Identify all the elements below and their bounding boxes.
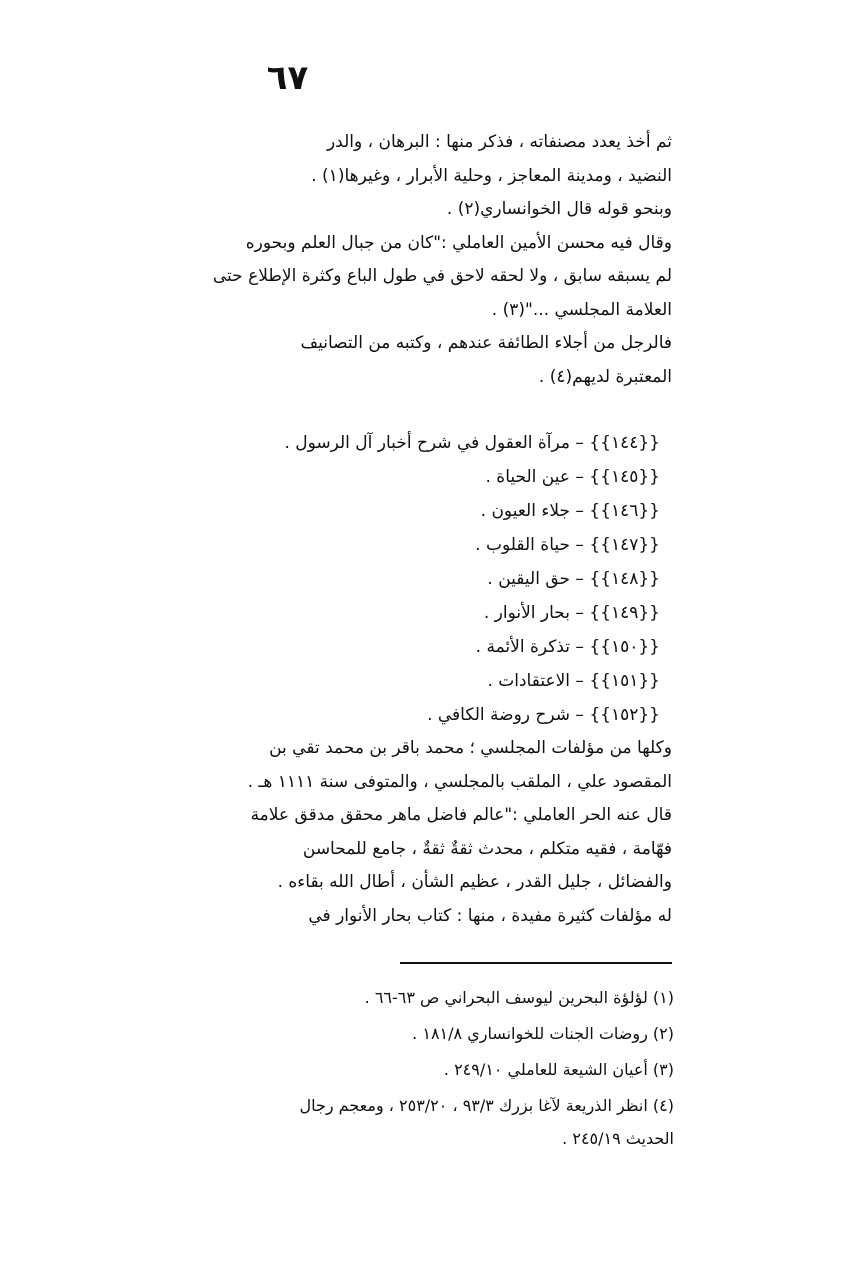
list-item: {{١٥١}} – الاعتقادات . xyxy=(487,671,660,691)
main-text xyxy=(92,126,672,933)
list-item: {{١٤٤}} – مرآة العقول في شرح أخبار آل الرسول . xyxy=(284,433,660,453)
text-line: فالرجل من أجلاء الطائفة عندهم ، وكتبه من التصانيف xyxy=(300,333,672,353)
footnote-continuation: الحديث ٢٤٥/١٩ . xyxy=(562,1129,674,1148)
list-item: {{١٤٧}} – حياة القلوب . xyxy=(475,535,660,555)
page-number: ٦٧ xyxy=(266,58,309,98)
book-list xyxy=(92,426,660,732)
text-line: ثم أخذ يعدد مصنفاته ، فذكر منها : البرهان ، والدر xyxy=(326,132,672,152)
spacer xyxy=(92,394,672,426)
text-line: فهّامة ، فقيه متكلم ، محدث ثقةٌ ثقةٌ ، جامع للمحاسن xyxy=(302,838,672,859)
list-item: {{١٤٩}} – بحار الأنوار . xyxy=(483,603,660,623)
list-item: {{١٥٠}} – تذكرة الأئمة . xyxy=(475,637,660,657)
text-line: وكلها من مؤلفات المجلسي ؛ محمد باقر بن محمد تقي بن xyxy=(269,738,672,758)
list-item: {{١٤٦}} – جلاء العيون . xyxy=(480,501,660,521)
footnote: (٤) انظر الذريعة لآغا بزرك ٩٣/٣ ، ٢٥٣/٢٠ ، ومعجم رجال xyxy=(299,1096,674,1115)
footnote-divider xyxy=(400,962,672,964)
text-line: المقصود علي ، الملقب بالمجلسي ، والمتوفى سنة ١١١١ هـ . xyxy=(247,771,672,792)
footnote: (٢) روضات الجنات للخوانساري ١٨١/٨ . xyxy=(412,1024,674,1043)
text-line: المعتبرة لديهم(٤) . xyxy=(538,366,672,387)
footnotes xyxy=(92,980,674,1154)
list-item: {{١٤٥}} – عين الحياة . xyxy=(485,467,660,487)
text-line: وبنحو قوله قال الخوانساري(٢) . xyxy=(446,199,672,219)
text-line: قال عنه الحر العاملي :"عالم فاضل ماهر محقق مدقق علامة xyxy=(250,805,672,825)
text-line: لم يسبقه سابق ، ولا لحقه لاحق في طول الباع وكثرة الإطلاع حتى xyxy=(212,266,672,286)
text-line: له مؤلفات كثيرة مفيدة ، منها : كتاب بحار الأنوار في xyxy=(308,905,672,926)
text-line: النضيد ، ومدينة المعاجز ، وحلية الأبرار ، وغيرها(١) . xyxy=(311,165,672,186)
text-line: العلامة المجلسي ..."(٣) . xyxy=(491,299,672,320)
text-line: والفضائل ، جليل القدر ، عظيم الشأن ، أطال الله بقاءه . xyxy=(277,872,672,892)
footnote: (١) لؤلؤة البحرين ليوسف البحراني ص ٦٣-٦٦ . xyxy=(364,988,674,1007)
footnote: (٣) أعيان الشيعة للعاملي ٢٤٩/١٠ . xyxy=(443,1060,674,1079)
list-item: {{١٤٨}} – حق اليقين . xyxy=(487,569,660,589)
text-line: وقال فيه محسن الأمين العاملي :"كان من جبال العلم وبحوره xyxy=(245,232,672,253)
list-item: {{١٥٢}} – شرح روضة الكافي . xyxy=(427,705,660,725)
